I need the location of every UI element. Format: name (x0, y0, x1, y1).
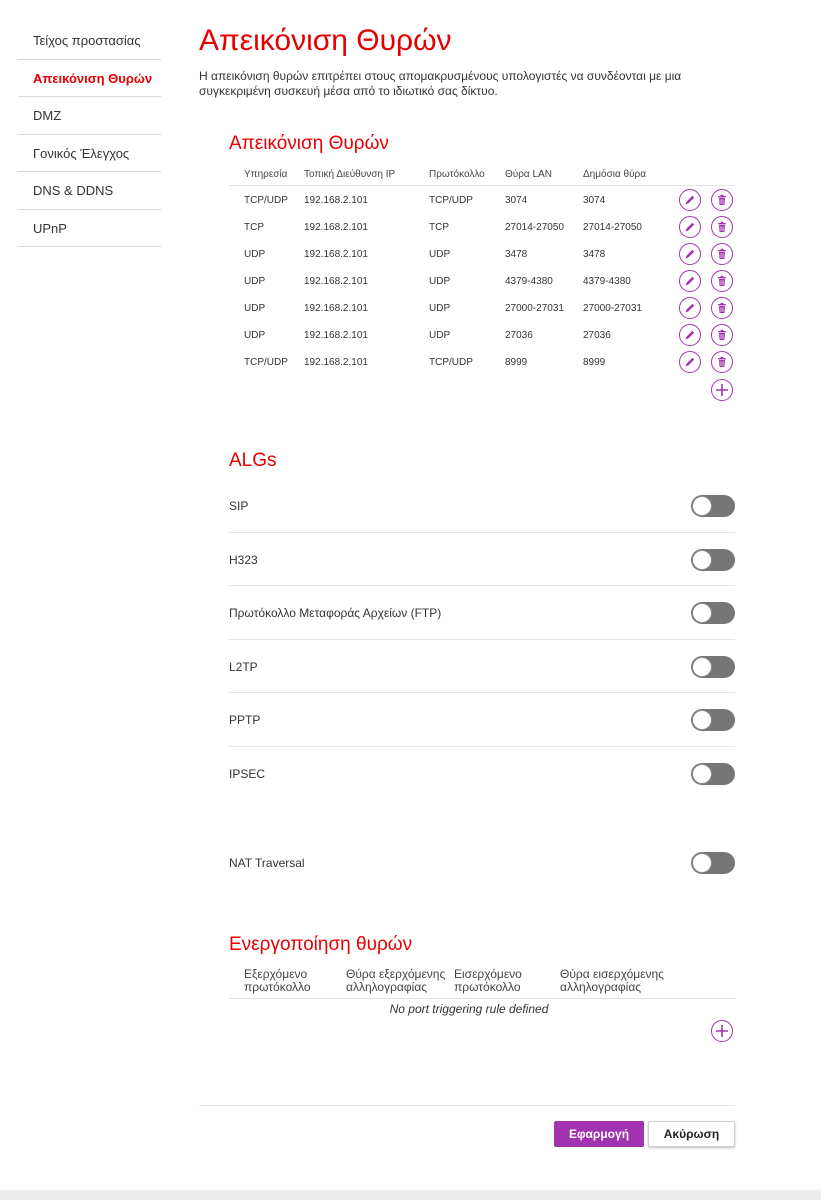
toggle-knob (692, 657, 712, 677)
table-row (229, 294, 735, 321)
cell-protocol: TCP/UDP (429, 195, 473, 206)
column-header-service: Υπηρεσία (244, 169, 288, 180)
delete-rule-button[interactable] (711, 270, 733, 292)
alg-row-ftp (229, 586, 735, 640)
page-title: Απεικόνιση Θυρών (199, 24, 452, 57)
cell-public-port: 3074 (583, 195, 606, 206)
column-header-incoming-port (560, 968, 664, 994)
delete-rule-button[interactable] (711, 297, 733, 319)
trash-icon (716, 302, 728, 314)
cell-protocol: UDP (429, 249, 451, 260)
table-row (229, 321, 735, 348)
header-line: Εισερχόμενο (454, 967, 522, 981)
delete-rule-button[interactable] (711, 243, 733, 265)
add-port-trigger-button[interactable] (711, 1020, 733, 1042)
toggle-knob (692, 853, 712, 873)
sidebar-item-upnp[interactable]: UPnP (18, 210, 161, 248)
edit-rule-button[interactable] (679, 324, 701, 346)
table-header (229, 165, 735, 186)
cell-local-ip: 192.168.2.101 (304, 222, 368, 233)
cell-local-ip: 192.168.2.101 (304, 276, 368, 287)
alg-row-ipsec (229, 747, 735, 801)
port-triggering-empty-message: No port triggering rule defined (389, 1002, 549, 1016)
toggle-knob (692, 710, 712, 730)
header-line: αλληλογραφίας (560, 980, 642, 994)
alg-label: IPSEC (229, 766, 266, 781)
cell-service: TCP/UDP (244, 195, 288, 206)
sip-toggle[interactable] (691, 495, 735, 517)
sidebar-item-parental-control[interactable]: Γονικός Έλεγχος (18, 135, 161, 173)
pencil-icon (684, 221, 696, 233)
table-row (229, 186, 735, 213)
table-row (229, 348, 735, 375)
alg-row-sip (229, 479, 735, 533)
apply-button[interactable]: Εφαρμογή (554, 1121, 644, 1147)
cell-protocol: TCP/UDP (429, 357, 473, 368)
toggle-knob (692, 764, 712, 784)
column-header-protocol: Πρωτόκολλο (429, 169, 485, 180)
alg-label: H323 (229, 552, 258, 567)
port-mapping-title: Απεικόνιση Θυρών (229, 133, 389, 154)
cell-lan-port: 4379-4380 (505, 276, 553, 287)
cell-local-ip: 192.168.2.101 (304, 303, 368, 314)
pencil-icon (684, 329, 696, 341)
alg-label: SIP (229, 499, 249, 513)
edit-rule-button[interactable] (679, 216, 701, 238)
cell-protocol: UDP (429, 330, 451, 341)
column-header-lan-port: Θύρα LAN (505, 169, 552, 180)
trash-icon (716, 275, 728, 287)
cell-service: UDP (244, 276, 266, 287)
pencil-icon (684, 356, 696, 368)
alg-label: Πρωτόκολλο Μεταφοράς Αρχείων (FTP) (229, 606, 442, 620)
cell-local-ip: 192.168.2.101 (304, 195, 368, 206)
cancel-button[interactable]: Ακύρωση (648, 1121, 735, 1147)
cell-local-ip: 192.168.2.101 (304, 249, 368, 260)
pencil-icon (684, 302, 696, 314)
port-triggering-title: Ενεργοποίηση θυρών (229, 934, 413, 955)
table-row (229, 240, 735, 267)
cell-local-ip: 192.168.2.101 (304, 330, 368, 341)
table-row (229, 267, 735, 294)
cell-public-port: 27000-27031 (583, 303, 642, 314)
table-row (229, 213, 735, 240)
alg-label: PPTP (229, 713, 261, 727)
footer-bar (0, 1190, 821, 1200)
sidebar-item-port-mapping[interactable]: Απεικόνιση Θυρών (18, 60, 161, 98)
pptp-toggle[interactable] (691, 709, 735, 731)
delete-rule-button[interactable] (711, 216, 733, 238)
column-header-local-ip: Τοπική Διεύθυνση IP (304, 169, 396, 180)
header-line: Θύρα εξερχόμενης (346, 967, 446, 981)
sidebar-item-dns-ddns[interactable]: DNS & DDNS (18, 172, 161, 210)
toggle-knob (692, 496, 712, 516)
delete-rule-button[interactable] (711, 324, 733, 346)
edit-rule-button[interactable] (679, 270, 701, 292)
cell-service: TCP (244, 222, 264, 233)
alg-label: L2TP (229, 659, 258, 674)
add-port-mapping-button[interactable] (711, 379, 733, 401)
cell-lan-port: 8999 (505, 357, 528, 368)
alg-row-h323 (229, 533, 735, 587)
cell-public-port: 4379-4380 (583, 276, 631, 287)
cell-protocol: TCP (429, 222, 449, 233)
port-mapping-table (229, 165, 735, 375)
cell-lan-port: 3074 (505, 195, 528, 206)
nat-traversal-label: NAT Traversal (229, 856, 305, 870)
algs-title: ALGs (229, 450, 277, 471)
delete-rule-button[interactable] (711, 351, 733, 373)
ipsec-toggle[interactable] (691, 763, 735, 785)
pencil-icon (684, 248, 696, 260)
h323-toggle[interactable] (691, 549, 735, 571)
nat-traversal-toggle[interactable] (691, 852, 735, 874)
cell-public-port: 27014-27050 (583, 222, 642, 233)
cell-public-port: 8999 (583, 357, 606, 368)
nat-traversal-row (229, 836, 735, 890)
edit-rule-button[interactable] (679, 189, 701, 211)
header-line: πρωτόκολλο (244, 980, 311, 994)
plus-icon (715, 383, 729, 397)
port-triggering-table-header (229, 966, 735, 999)
divider (199, 1105, 735, 1106)
cell-protocol: UDP (429, 276, 451, 287)
cell-lan-port: 27036 (505, 330, 533, 341)
cell-service: UDP (244, 249, 266, 260)
header-line: αλληλογραφίας (346, 980, 428, 994)
cell-public-port: 27036 (583, 330, 611, 341)
cell-public-port: 3478 (583, 249, 606, 260)
trash-icon (716, 356, 728, 368)
trash-icon (716, 194, 728, 206)
sidebar-nav (18, 22, 161, 247)
alg-row-l2tp (229, 640, 735, 694)
l2tp-toggle[interactable] (691, 656, 735, 678)
pencil-icon (684, 194, 696, 206)
trash-icon (716, 248, 728, 260)
sidebar-item-dmz[interactable]: DMZ (18, 97, 161, 135)
cell-lan-port: 3478 (505, 249, 528, 260)
cell-lan-port: 27000-27031 (505, 303, 564, 314)
alg-row-nat-traversal (229, 836, 735, 890)
pencil-icon (684, 275, 696, 287)
header-line: Εξερχόμενο (244, 967, 308, 981)
edit-rule-button[interactable] (679, 243, 701, 265)
cell-protocol: UDP (429, 303, 451, 314)
table-body (229, 186, 735, 375)
sidebar-item-firewall[interactable]: Τείχος προστασίας (18, 22, 161, 60)
edit-rule-button[interactable] (679, 351, 701, 373)
cell-local-ip: 192.168.2.101 (304, 357, 368, 368)
column-header-outgoing-port (346, 968, 445, 994)
cell-service: UDP (244, 330, 266, 341)
column-header-outgoing-protocol (244, 968, 311, 994)
ftp-toggle[interactable] (691, 602, 735, 624)
plus-icon (715, 1024, 729, 1038)
header-line: πρωτόκολλο (454, 980, 521, 994)
trash-icon (716, 221, 728, 233)
toggle-knob (692, 550, 712, 570)
alg-list (229, 479, 735, 800)
column-header-public-port: Δημόσια θύρα (583, 169, 647, 180)
alg-row-pptp (229, 693, 735, 747)
column-header-incoming-protocol (454, 968, 522, 994)
delete-rule-button[interactable] (711, 189, 733, 211)
edit-rule-button[interactable] (679, 297, 701, 319)
cell-lan-port: 27014-27050 (505, 222, 564, 233)
cell-service: TCP/UDP (244, 357, 288, 368)
cell-service: UDP (244, 303, 266, 314)
trash-icon (716, 329, 728, 341)
header-line: Θύρα εισερχόμενης (560, 967, 664, 981)
toggle-knob (692, 603, 712, 623)
page-description: Η απεικόνιση θυρών επιτρέπει στους απομακρυσμένους υπολογιστές να συνδέονται με μια συγκεκριμένη συσκευή μέσα από το ιδιωτικό σας δίκτυο. (199, 69, 682, 98)
